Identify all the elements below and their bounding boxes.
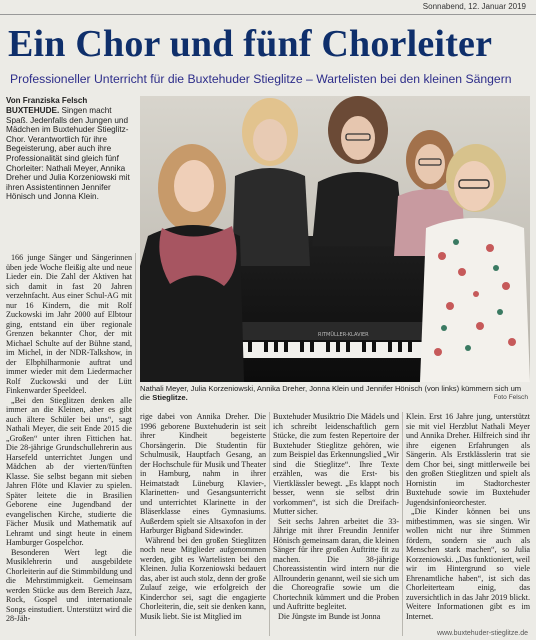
intro-text: Singen macht Spaß. Jedenfalls den Jungen und Mädchen im Buxtehuder Stieglitz-Chor. Verantwortlich für ihre Begeisterung, aber auch ihre Professionalität sind gleich fünf Chorleiter: Nathali Meyer, Annika Dreher und Julia Korzeniowski mit ihren Assistentinnen Jennifer Hönisch und Jonna Klein.	[6, 106, 130, 202]
subheadline: Professioneller Unterricht für die Buxtehuder Stieglitze – Wartelisten bei den kleinen Sängern	[10, 72, 512, 86]
article-column-2	[140, 412, 266, 640]
paragraph: rige dabei von Annika Dreher. Die 1996 geborene Buxtehuderin ist seit ihrer Kindheit begeisterte Chorsängerin. Die Studentin für Schulmusik, Hauptfach Gesang, an der Hochschule für Musik und Theater in Hamburg, nahm in ihrer Heimatstadt Lüneburg Klavier-, Klarinetten- und Gesangsunterricht und unterrichtet Klarinette in der Bläserklasse eines Gymnasiums. Außerdem spielt sie Altsaxofon in der Harburger Bigband Sidewinder.	[140, 412, 266, 535]
paragraph: „Die Kinder können bei uns mitbestimmen, was sie singen. Wir wollen nicht nur ihre Stimmen fördern, sondern sie auch als Menschen stark machen“, so Julia Korzeniowski. „Das funktioniert, weil wir im Hintergrund so viele Ehrenamtliche haben“, ist sich das Chorleiterteam einig, das zuversichtlich in das Jahr 2019 blickt. Weitere Informationen gibt es im Internet.	[406, 507, 530, 621]
piano-brand: RITMÜLLER-KLAVIER	[318, 332, 369, 338]
paragraph: Während bei den großen Stieglitzen noch neue Mitglieder aufgenommen werden, gibt es Wartelisten bei den Kleinen. Julia Korzeniowski bedauert das, aber ist auch stolz, denn der große Zulauf zeige, wie erfolgreich der Kinderchor sei, sagt die engagierte Chorleiterin, die, seit sie denken kann, Musik liebt. Sie ist Mitglied im	[140, 535, 266, 621]
photo-credit: Foto Felsch	[493, 394, 528, 401]
paragraph: Klein. Erst 16 Jahre jung, unterstützt sie mit viel Herzblut Nathali Meyer und Annika Dreher. Hilfreich sind ihr ihre eigenen Erfahrungen als Sängerin. Als Erstklässlerin trat sie dem Chor bei, singt mittlerweile bei den großen Stieglitzen und spielt als Hornistin im Stadtorchester Buxtehude sowie im Buxtehuder Jugendsinfonieorchester.	[406, 412, 530, 507]
article-column-1	[6, 253, 132, 636]
photo-caption	[140, 384, 530, 402]
website-url: www.buxtehuder-stieglitze.de	[436, 630, 528, 637]
paragraph: Besonderen Wert legt die Musiklehrerin und ausgebildete Chorleiterin auf die Stimmbildung und die Mehrstimmigkeit. Gemeinsam werden Stücke aus dem Bereich Jazz, Rock, Gospel und internationale Songs einstudiert. Unterstützt wird die 28-Jäh-	[6, 547, 132, 623]
photo-illustration	[140, 96, 530, 382]
article-column-3	[273, 412, 399, 636]
caption-bold: Stieglitze.	[152, 393, 188, 403]
article-column-4	[406, 412, 530, 624]
paragraph: Buxtehuder Musiktrio Die Mädels und ich schreibt leidenschaftlich gern Stücke, die zum festen Repertoire der Buxtehuder Stieglitze gehören, wie zum Beispiel das Erkennungslied „Wir sind die Stieglitze“. Ihre Texte erzählen, was die Erst- bis Viertklässler bewegt. „Es klappt noch besser, wenn sie selbst drin vorkommen“, ist sich die Dreifach-Mutter sicher.	[273, 412, 399, 516]
paragraph: Die Jüngste im Bunde ist Jonna	[278, 611, 381, 621]
headline: Ein Chor und fünf Chorleiter	[8, 23, 493, 65]
top-rule	[0, 14, 536, 15]
intro-paragraph	[6, 106, 130, 202]
paragraph: 166 junge Sänger und Sängerinnen üben jede Woche fleißig alte und neue Lieder ein. Die Zahl der Aktiven hat sich damit in fast 20 Jahren verzehnfacht. Aus einer Schul-AG mit nur 16 Kindern, die mit Rolf Zuckowski im Jahr 2000 auf Elbtour ging, entstand ein über regionale Grenzen bekannter Chor, der mit Michael Schulte auf der Bühne stand, im Michel, in der NDR-Talkshow, in der Elbphilharmonie auftrat und immer wieder mit dem Liedermacher Rolf Zuckowski und der Lütt Finkenwarder Speeldeel.	[6, 253, 132, 395]
column-rule-1	[135, 253, 136, 636]
paragraph: Seit sechs Jahren arbeitet die 33-Jährige mit ihrer Freundin Jennifer Hönisch gemeinsam daran, die kleinen Sänger für ihre großen Auftritte fit zu machen. Die 38-jährige Choreassistentin wird intern nur die Allrounderin genannt, weil sie sich um die Choreografie sowie um die Chortechnik kümmert und die Proben und Auftritte begleitet.	[273, 516, 399, 611]
column-rule-3	[402, 412, 403, 636]
column-rule-2	[269, 412, 270, 636]
group-photo	[140, 96, 530, 382]
piano-keys	[230, 342, 452, 358]
intro-location: BUXTEHUDE.	[6, 106, 60, 115]
byline: Von Franziska Felsch	[6, 96, 88, 105]
caption-text: Nathali Meyer, Julia Korzeniowski, Annika Dreher, Jonna Klein und Jennifer Hönisch (von links) kümmern sich um die	[140, 384, 522, 403]
paragraph: „Bei den Stieglitzen denken alle immer an die Kleinen, aber es gibt auch ältere Schüler bei uns“, sagt Nathali Meyer, die seit Ende 2015 die „Großen“ unter ihren Fittichen hat. Die 28-jährige Grundschullehrerin aus Harsefeld unterrichtet Jungen und Mädchen ab der vierten/fünften Klasse. Sie selbst begann mit sieben Jahren Flöte und Klavier zu spielen. Später leitete die in Brasilien Geborene eine Jugendband der evangelischen Kirche, studierte die Fächer Musik und Mathematik auf Lehramt und singt heute in einem Hamburger Gospelchor.	[6, 395, 132, 547]
date-line: Sonnabend, 12. Januar 2019	[422, 2, 526, 11]
